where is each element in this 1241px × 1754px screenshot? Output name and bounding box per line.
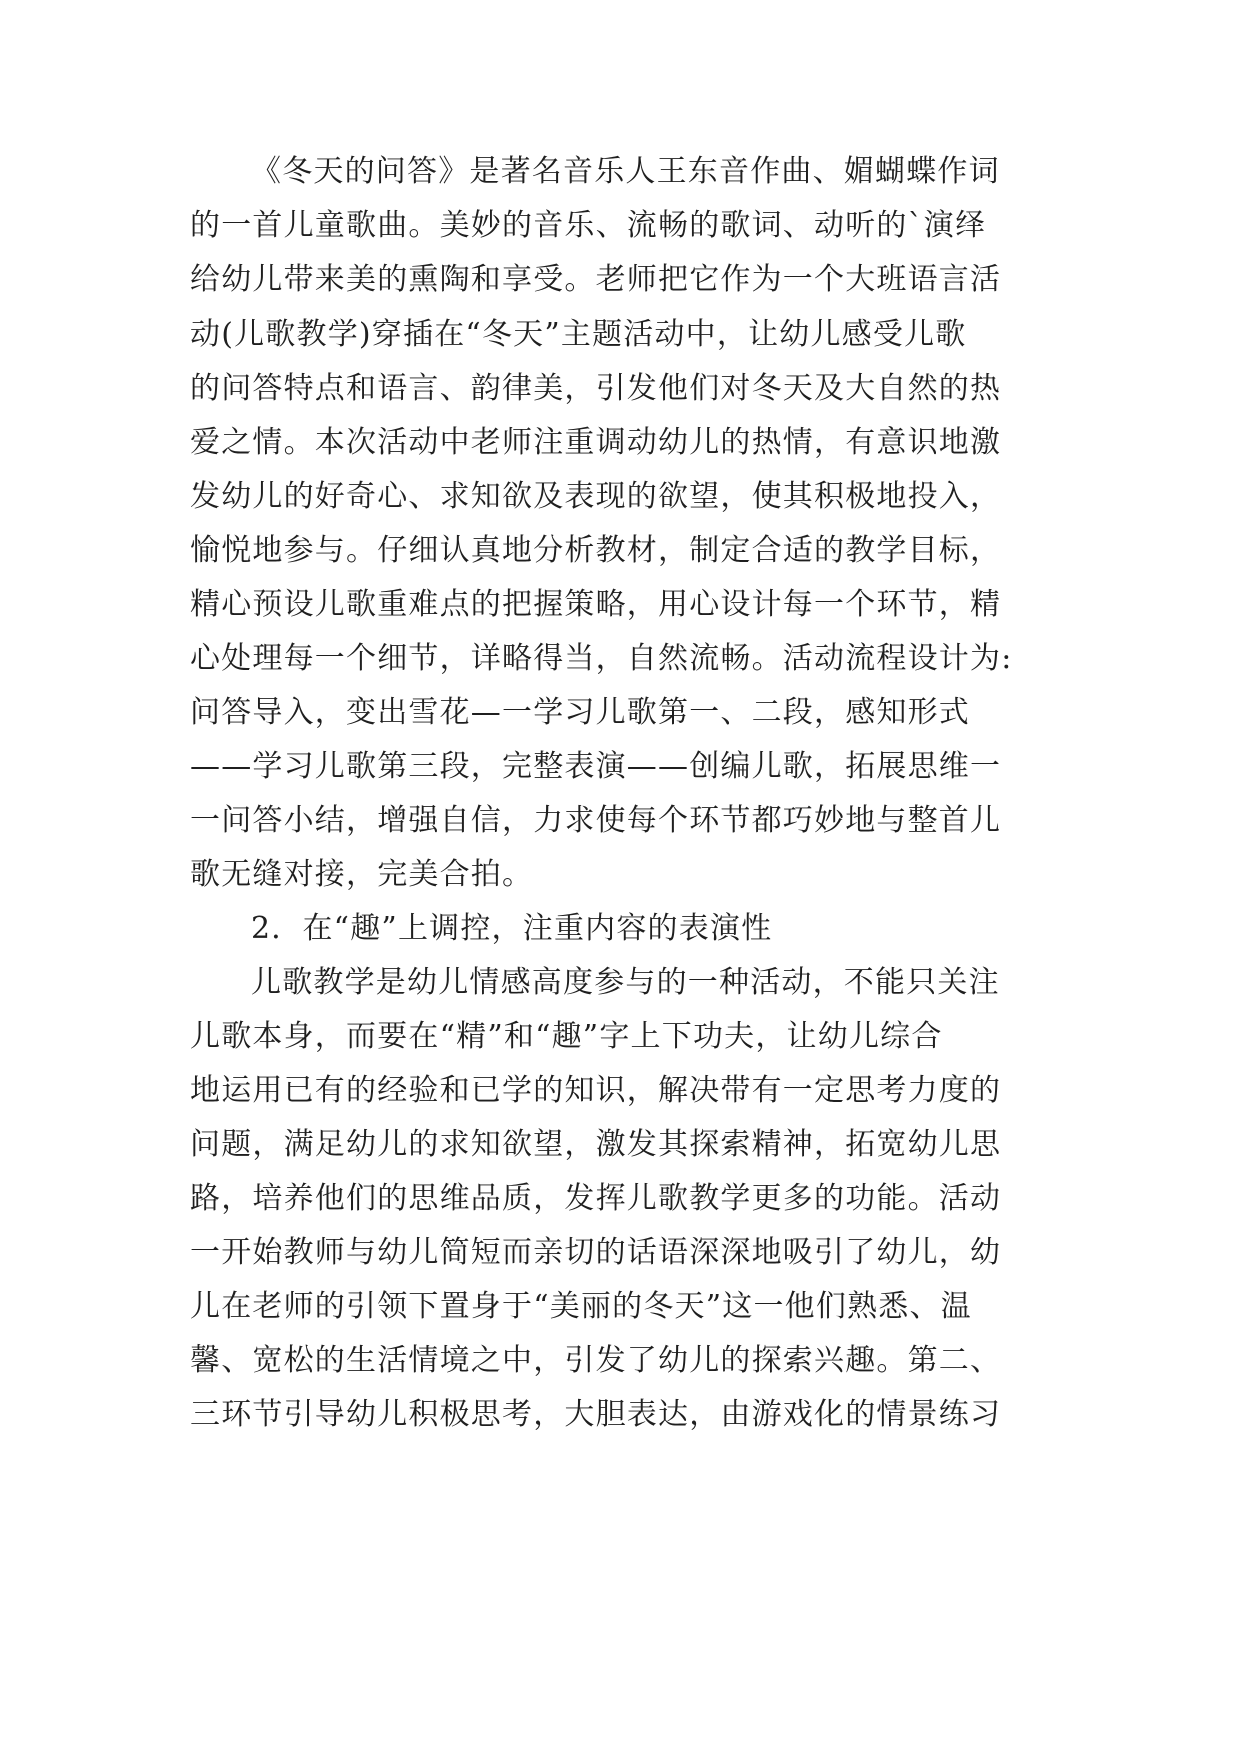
text-line: 一问答小结，增强自信，力求使每个环节都巧妙地与整首儿 <box>190 803 1002 838</box>
text-line: 的问答特点和语言、韵律美，引发他们对冬天及大自然的热 <box>190 371 1002 406</box>
text-line: 爱之情。本次活动中老师注重调动幼儿的热情，有意识地激 <box>190 425 1002 460</box>
text-line: 儿歌本身，而要在“精”和“趣”字上下功夫，让幼儿综合 <box>190 1019 943 1054</box>
text-line: 给幼儿带来美的熏陶和享受。老师把它作为一个大班语言活 <box>190 262 1002 297</box>
text-line: ——学习儿歌第三段，完整表演——创编儿歌，拓展思维一 <box>190 749 1002 784</box>
text-line: 问题，满足幼儿的求知欲望，激发其探索精神，拓宽幼儿思 <box>190 1127 1002 1162</box>
text-line: 地运用已有的经验和已学的知识，解决带有一定思考力度的 <box>190 1073 1002 1108</box>
text-line: 馨、宽松的生活情境之中，引发了幼儿的探索兴趣。第二、 <box>190 1343 1002 1378</box>
text-line: 一开始教师与幼儿简短而亲切的话语深深地吸引了幼儿，幼 <box>190 1235 1002 1270</box>
text-line: 精心预设儿歌重难点的把握策略，用心设计每一个环节，精 <box>190 587 1002 622</box>
text-line: 动(儿歌教学)穿插在“冬天”主题活动中，让幼儿感受儿歌 <box>190 317 967 352</box>
text-line: 路，培养他们的思维品质，发挥儿歌教学更多的功能。活动 <box>190 1181 1002 1216</box>
text-line: 发幼儿的好奇心、求知欲及表现的欲望，使其积极地投入， <box>190 479 1002 514</box>
text-line: 儿在老师的引领下置身于“美丽的冬天”这一他们熟悉、温 <box>190 1289 972 1324</box>
text-line: 的一首儿童歌曲。美妙的音乐、流畅的歌词、动听的`演绎 <box>190 208 987 243</box>
text-line: 问答导入，变出雪花—一学习儿歌第一、二段，感知形式 <box>190 695 970 730</box>
section-heading: 2．在“趣”上调控，注重内容的表演性 <box>251 911 773 946</box>
text-line: 《冬天的问答》是著名音乐人王东音作曲、媚蝴蝶作词 <box>251 154 1000 189</box>
text-line: 歌无缝对接，完美合拍。 <box>190 857 534 892</box>
text-line: 心处理每一个细节，详略得当，自然流畅。活动流程设计为: <box>190 641 1013 676</box>
text-line: 三环节引导幼儿积极思考，大胆表达，由游戏化的情景练习 <box>190 1397 1002 1432</box>
text-line: 愉悦地参与。仔细认真地分析教材，制定合适的教学目标， <box>190 533 1002 568</box>
text-line: 儿歌教学是幼儿情感高度参与的一种活动，不能只关注 <box>251 965 1000 1000</box>
